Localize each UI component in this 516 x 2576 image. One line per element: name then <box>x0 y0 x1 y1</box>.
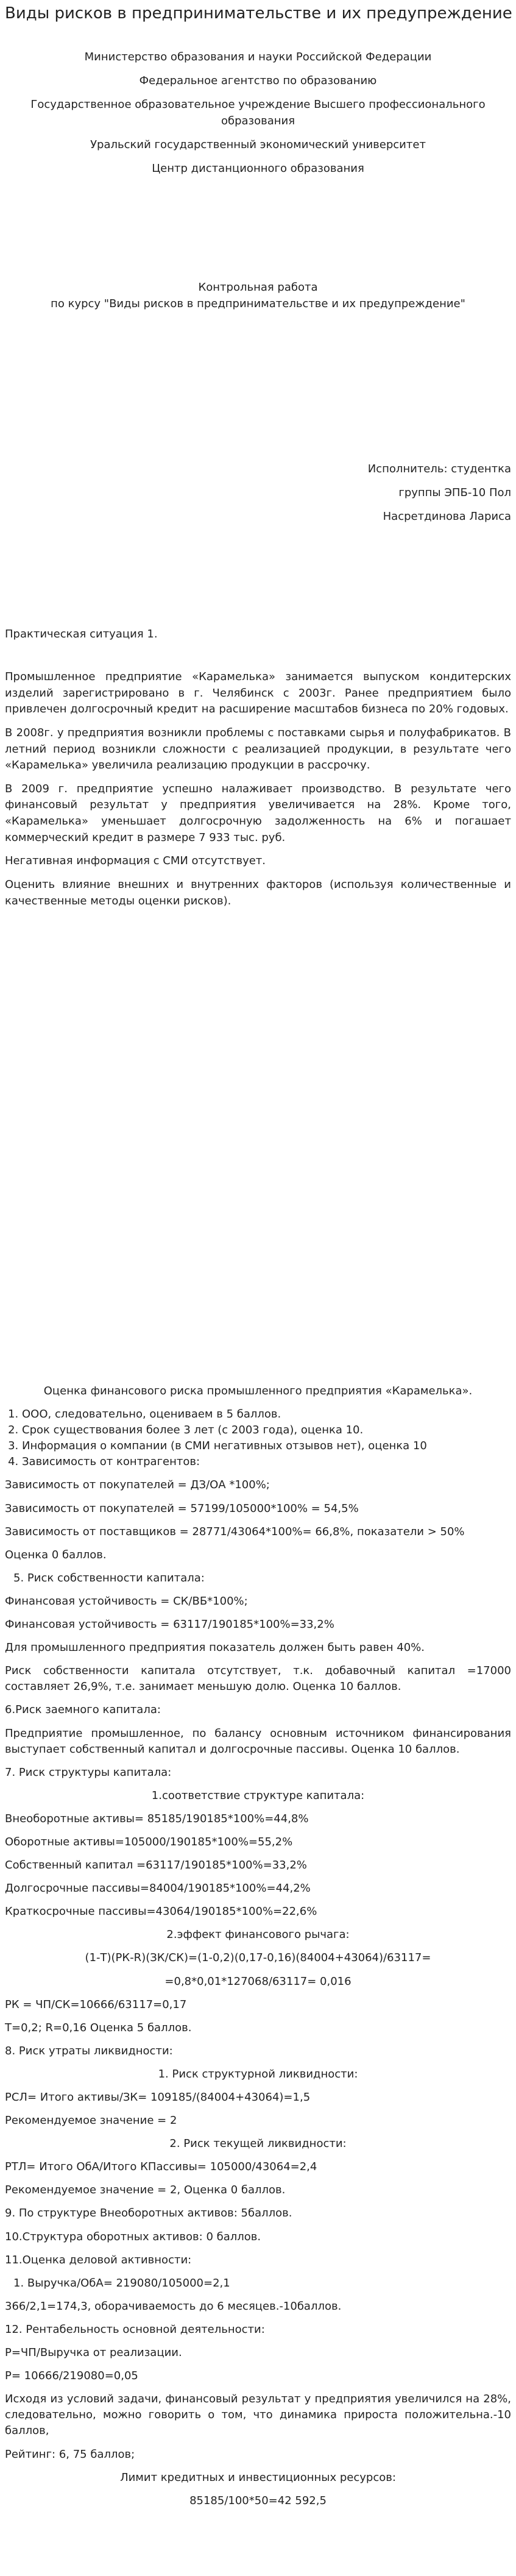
risk-assessment <box>5 1383 511 2516</box>
formula-line: Оборотные активы=105000/190185*100%=55,2% <box>5 1835 293 1848</box>
situation-heading: Практическая ситуация 1. <box>5 628 158 640</box>
author-role: Исполнитель: студентка <box>367 463 511 475</box>
text-line: Предприятие промышленное, по балансу основным источником финансирования выступает собственный капитал и долгосрочные пассивы. Оценка 10 баллов. <box>5 1726 511 1756</box>
center-line: Центр дистанционного образования <box>152 162 364 175</box>
contract-course: по курсу "Виды рисков в предпринимательстве и их предупреждение" <box>51 297 465 310</box>
author-name: Насретдинова Лариса <box>383 510 511 523</box>
assessment-list <box>5 1407 511 1470</box>
section-heading: 5. Риск собственности капитала: <box>13 1571 205 1584</box>
case-paragraph: В 2008г. у предприятия возникли проблемы с поставками сырья и полуфабрикатов. В летний период возникли сложности с реализацией продукции, в результате чего «Карамелька» увеличила реализацию продукции в рассрочку. <box>5 726 511 772</box>
formula-line: Зависимость от покупателей = 57199/105000*100% = 54,5% <box>5 1502 359 1515</box>
list-item: 3. Информация о компании (в СМИ негативных отзывов нет), оценка 10 <box>22 1438 511 1454</box>
formula-line: 1. Выручка/ОбА= 219080/105000=2,1 <box>13 2276 230 2290</box>
formula-line: (1-Т)(РК-R)(ЗК/СК)=(1-0,2)(0,17-0,16)(84004+43064)/63117= <box>85 1951 431 1965</box>
university-line: Уральский государственный экономический университет <box>90 138 426 151</box>
formula-line: Финансовая устойчивость = СК/ВБ*100%; <box>5 1594 248 1608</box>
formula-line: Долгосрочные пассивы=84004/190185*100%=44,2% <box>5 1882 311 1895</box>
text-line: Исходя из условий задачи, финансовый результат у предприятия увеличился на 28%, следовательно, можно говорить о том, что динамика прироста положительна.-10 баллов, <box>5 2393 511 2438</box>
formula-line: Р= 10666/219080=0,05 <box>5 2369 138 2383</box>
list-item: 1. ООО, следовательно, оцениваем в 5 баллов. <box>22 1407 511 1422</box>
case-paragraph: В 2009 г. предприятие успешно налаживает производство. В результате чего финансовый результат у предприятия увеличивается на 28%. Кроме того, «Карамелька» уменьшает долгосрочную задолженность на 6% и погашает коммерческий кредит в размере 7 933 тыс. руб. <box>5 782 511 844</box>
author-block <box>368 461 511 532</box>
text-line: Для промышленного предприятия показатель должен быть равен 40%. <box>5 1641 425 1655</box>
subsection-heading: Лимит кредитных и инвестиционных ресурсов: <box>120 2471 396 2484</box>
score-line: Т=0,2; R=0,16 Оценка 5 баллов. <box>5 2021 192 2034</box>
score-line: Оценка 0 баллов. <box>5 1548 107 1561</box>
score-line: 366/2,1=174,3, оборачиваемость до 6 месяцев.-10баллов. <box>5 2299 342 2313</box>
formula-line: Зависимость от поставщиков = 28771/43064*100%= 66,8%, показатели > 50% <box>5 1525 465 1538</box>
formula-line: Собственный капитал =63117/190185*100%=33,2% <box>5 1859 307 1872</box>
case-paragraph: Негативная информация с СМИ отсутствует. <box>5 854 266 868</box>
formula-line: 85185/100*50=42 592,5 <box>189 2494 327 2507</box>
assessment-heading: Оценка финансового риска промышленного предприятия «Карамелька». <box>43 1385 473 1397</box>
text-line: Риск собственности капитала отсутствует, т.к. добавочный капитал =17000 составляет 26,9%, т.е. занимает меньшую долю. Оценка 10 баллов. <box>5 1664 511 1694</box>
section-heading: 8. Риск утраты ликвидности: <box>5 2044 173 2057</box>
author-group: группы ЭПБ-10 Пол <box>398 486 511 499</box>
formula-line: РТЛ= Итого ОбА/Итого КПассивы= 105000/43064=2,4 <box>5 2160 317 2174</box>
formula-line: РК = ЧП/СК=10666/63117=0,17 <box>5 1998 187 2011</box>
document-title: Виды рисков в предпринимательстве и их предупреждение <box>5 4 512 23</box>
formula-line: Р=ЧП/Выручка от реализации. <box>5 2346 182 2360</box>
formula-line: Зависимость от покупателей = ДЗ/ОА *100%; <box>5 1478 270 1492</box>
contract-title: Контрольная работа <box>198 281 318 294</box>
institution-type-line: Государственное образовательное учреждение Высшего профессионального образования <box>30 98 486 127</box>
case-description <box>5 669 511 917</box>
rating-line: Рейтинг: 6, 75 баллов; <box>5 2447 135 2461</box>
formula-line: Внеоборотные активы= 85185/190185*100%=44,8% <box>5 1812 309 1825</box>
subsection-heading: 2. Риск текущей ликвидности: <box>169 2137 347 2151</box>
section-heading: 6.Риск заемного капитала: <box>5 1703 161 1717</box>
formula-line: =0,8*0,01*127068/63117= 0,016 <box>164 1975 352 1988</box>
contract-title-block <box>0 279 516 312</box>
ministry-header <box>0 49 516 184</box>
section-heading: 7. Риск структуры капитала: <box>5 1765 172 1779</box>
score-line: 9. По структуре Внеоборотных активов: 5баллов. <box>5 2207 292 2220</box>
score-line: Рекомендуемое значение = 2, Оценка 0 баллов. <box>5 2184 286 2197</box>
formula-line: РСЛ= Итого активы/ЗК= 109185/(84004+43064)=1,5 <box>5 2091 311 2104</box>
case-paragraph: Промышленное предприятие «Карамелька» занимается выпуском кондитерских изделий зарегистрировано в г. Челябинск с 2003г. Ранее предприятием было привлечен долгосрочный кредит на расширение масштабов бизнеса по 20% годовых. <box>5 670 511 716</box>
list-item: 4. Зависимость от контрагентов: <box>22 1454 511 1470</box>
list-item: 2. Срок существования более 3 лет (с 2003 года), оценка 10. <box>22 1422 511 1438</box>
formula-line: Краткосрочные пассивы=43064/190185*100%=22,6% <box>5 1905 317 1918</box>
formula-line: Финансовая устойчивость = 63117/190185*100%=33,2% <box>5 1618 334 1631</box>
section-heading: 12. Рентабельность основной деятельности: <box>5 2322 265 2336</box>
agency-line: Федеральное агентство по образованию <box>139 74 377 87</box>
case-paragraph: Оценить влияние внешних и внутренних факторов (используя количественные и качественные методы оценки рисков). <box>5 878 511 907</box>
subsection-heading: 2.эффект финансового рычага: <box>166 1928 350 1942</box>
section-heading: 11.Оценка деловой активности: <box>5 2253 192 2266</box>
text-line: Рекомендуемое значение = 2 <box>5 2114 177 2127</box>
score-line: 10.Структура оборотных активов: 0 баллов. <box>5 2230 261 2243</box>
subsection-heading: 1.соответствие структуре капитала: <box>151 1789 365 1802</box>
subsection-heading: 1. Риск структурной ликвидности: <box>158 2067 358 2081</box>
ministry-line: Министерство образования и науки Российской Федерации <box>84 51 432 63</box>
